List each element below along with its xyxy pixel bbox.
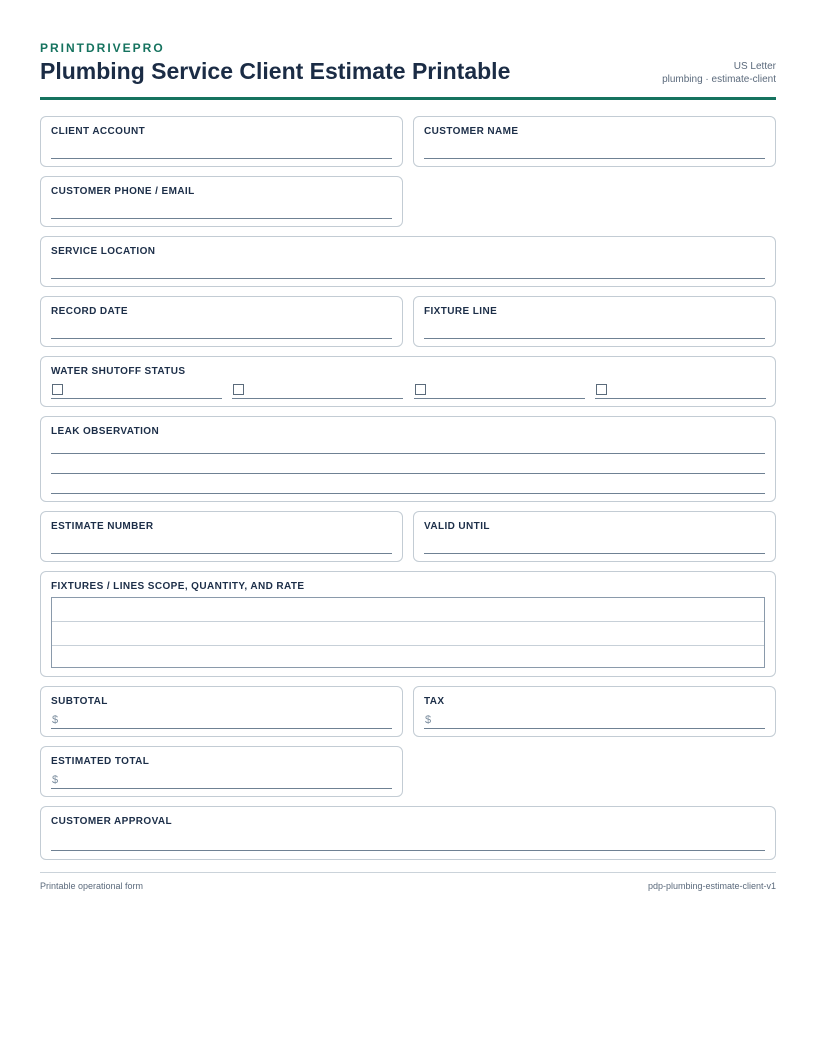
service-location-field (40, 236, 776, 287)
client-account-input[interactable] (51, 158, 392, 159)
service-location-input[interactable] (51, 278, 765, 279)
client-account-field (40, 116, 403, 167)
currency-symbol: $ (425, 714, 432, 726)
page-meta (662, 60, 776, 86)
shutoff-option-4 (595, 383, 766, 399)
checkbox[interactable] (233, 384, 244, 395)
tags-label: plumbing · estimate-client (662, 74, 776, 85)
table-row-divider (52, 645, 764, 646)
estimate-number-label: ESTIMATE NUMBER (51, 521, 154, 532)
option-line[interactable] (51, 398, 222, 399)
estimated-total-label: ESTIMATED TOTAL (51, 756, 150, 767)
checkbox[interactable] (596, 384, 607, 395)
header-divider (40, 97, 776, 100)
checkbox[interactable] (52, 384, 63, 395)
table-row-divider (52, 621, 764, 622)
option-line[interactable] (595, 398, 766, 399)
customer-contact-input[interactable] (51, 218, 392, 219)
fixture-line-input[interactable] (424, 338, 765, 339)
estimated-total-field (40, 746, 403, 797)
subtotal-input[interactable] (51, 728, 392, 729)
water-shutoff-status-field (40, 356, 776, 407)
estimated-total-input[interactable] (51, 788, 392, 789)
customer-approval-field (40, 806, 776, 860)
customer-name-field (413, 116, 776, 167)
client-account-label: CLIENT ACCOUNT (51, 126, 146, 137)
footer-left-text: Printable operational form (40, 881, 144, 891)
scope-table-label: FIXTURES / LINES SCOPE, QUANTITY, AND RATE (51, 581, 305, 592)
customer-approval-label: CUSTOMER APPROVAL (51, 816, 173, 827)
customer-contact-field (40, 176, 403, 227)
valid-until-label: VALID UNTIL (424, 521, 490, 532)
option-line[interactable] (232, 398, 403, 399)
estimate-number-input[interactable] (51, 553, 392, 554)
currency-symbol: $ (52, 714, 59, 726)
subtotal-label: SUBTOTAL (51, 696, 108, 707)
leak-observation-label: LEAK OBSERVATION (51, 426, 160, 437)
record-date-input[interactable] (51, 338, 392, 339)
valid-until-input[interactable] (424, 553, 765, 554)
leak-observation-line-1[interactable] (51, 453, 765, 454)
leak-observation-line-3[interactable] (51, 493, 765, 494)
shutoff-option-1 (51, 383, 222, 399)
record-date-field (40, 296, 403, 347)
customer-name-label: CUSTOMER NAME (424, 126, 519, 137)
shutoff-option-3 (414, 383, 585, 399)
paper-size-label: US Letter (733, 61, 776, 72)
customer-approval-input[interactable] (51, 850, 765, 851)
footer-divider (40, 872, 776, 873)
brand-name: PRINTDRIVEPRO (40, 41, 165, 55)
page-title: Plumbing Service Client Estimate Printable (40, 58, 511, 84)
checkbox[interactable] (415, 384, 426, 395)
tax-field (413, 686, 776, 737)
tax-input[interactable] (424, 728, 765, 729)
customer-contact-label: CUSTOMER PHONE / EMAIL (51, 186, 195, 197)
record-date-label: RECORD DATE (51, 306, 128, 317)
form-id: pdp-plumbing-estimate-client-v1 (647, 881, 776, 891)
scope-table[interactable] (51, 597, 765, 668)
customer-name-input[interactable] (424, 158, 765, 159)
tax-label: TAX (424, 696, 445, 707)
fixture-line-label: FIXTURE LINE (424, 306, 498, 317)
currency-symbol: $ (52, 774, 59, 786)
water-shutoff-status-label: WATER SHUTOFF STATUS (51, 366, 186, 377)
subtotal-field (40, 686, 403, 737)
valid-until-field (413, 511, 776, 562)
service-location-label: SERVICE LOCATION (51, 246, 156, 257)
option-line[interactable] (414, 398, 585, 399)
leak-observation-line-2[interactable] (51, 473, 765, 474)
scope-table-field (40, 571, 776, 677)
fixture-line-field (413, 296, 776, 347)
estimate-number-field (40, 511, 403, 562)
leak-observation-field (40, 416, 776, 502)
shutoff-option-2 (232, 383, 403, 399)
